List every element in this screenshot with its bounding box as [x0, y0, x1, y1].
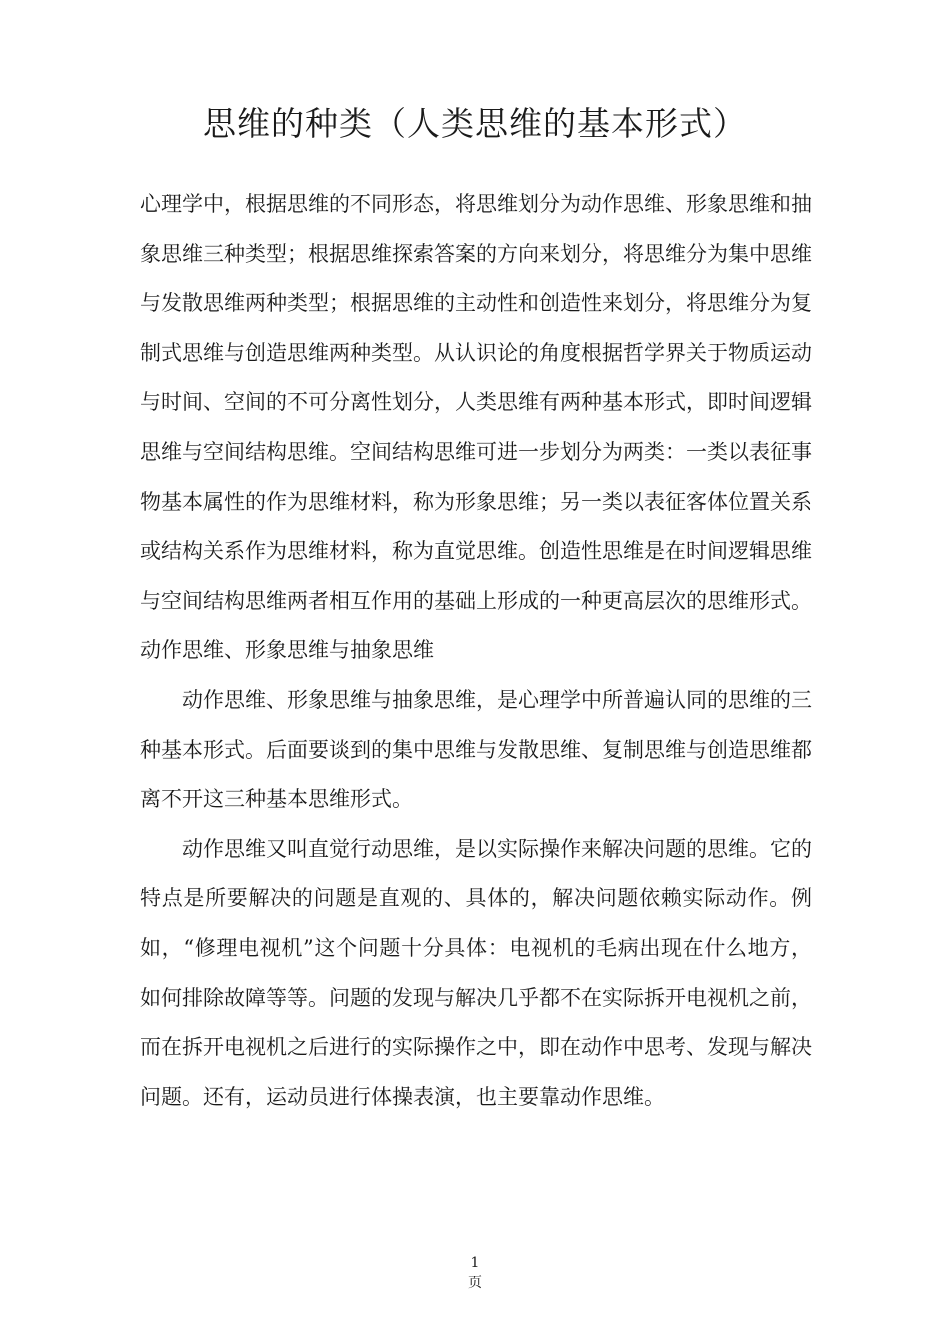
- paragraph-action-thinking: 动作思维又叫直觉行动思维，是以实际操作来解决问题的思维。它的特点是所要解决的问题是直观的、具体的，解决问题依赖实际动作。例如，“修理电视机”这个问题十分具体：电视机的毛病出现在什么地方，如何排除故障等等。问题的发现与解决几乎都不在实际拆开电视机之前，而在拆开电视机之后进行的实际操作之中，即在动作中思考、发现与解决问题。还有，运动员进行体操表演，也主要靠动作思维。: [140, 836, 812, 1109]
- paragraph-intro: 心理学中，根据思维的不同形态，将思维划分为动作思维、形象思维和抽象思维三种类型；根据思维探索答案的方向来划分，将思维分为集中思维与发散思维两种类型；根据思维的主动性和创造性来划分，将思维分为复制式思维与创造思维两种类型。从认识论的角度根据哲学界关于物质运动与时间、空间的不可分离性划分，人类思维有两种基本形式，即时间逻辑思维与空间结构思维。空间结构思维可进一步划分为两类：一类以表征事物基本属性的作为思维材料，称为形象思维；另一类以表征客体位置关系或结构关系作为思维材料，称为直觉思维。创造性思维是在时间逻辑思维与空间结构思维两者相互作用的基础上形成的一种更高层次的思维形式。动作思维、形象思维与抽象思维: [140, 192, 812, 663]
- document-body: [140, 180, 812, 1122]
- page-unit-label: 页: [468, 1275, 482, 1291]
- page-number: 1: [470, 1255, 480, 1271]
- paragraph-basic-forms: 动作思维、形象思维与抽象思维，是心理学中所普遍认同的思维的三种基本形式。后面要谈到的集中思维与发散思维、复制思维与创造思维都离不开这三种基本思维形式。: [140, 687, 812, 812]
- document-title: 思维的种类（人类思维的基本形式）: [203, 104, 747, 143]
